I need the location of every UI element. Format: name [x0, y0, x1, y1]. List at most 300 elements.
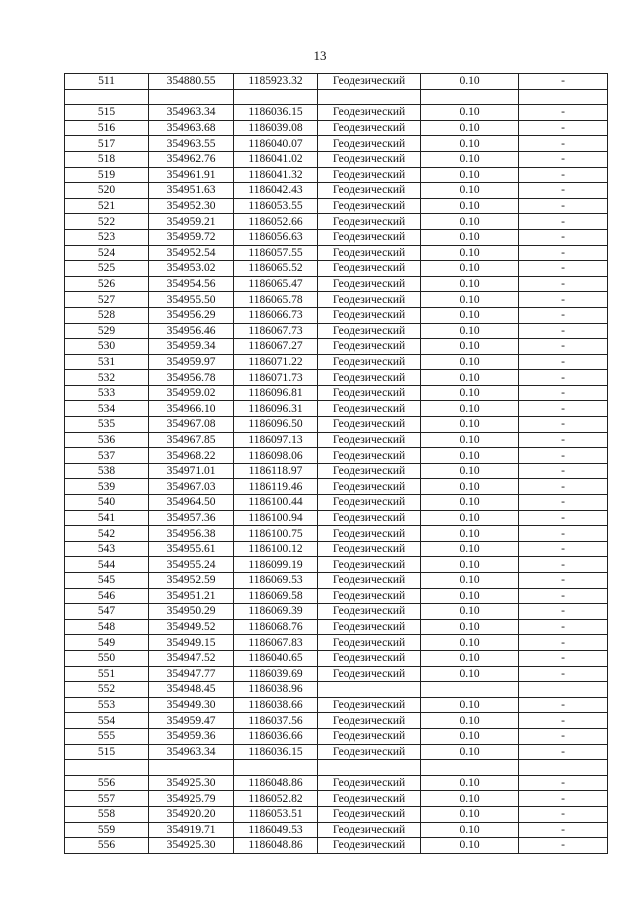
y-coordinate-cell: 1186048.86 — [234, 775, 318, 791]
x-coordinate-cell: 354956.29 — [149, 307, 234, 323]
note-cell: - — [519, 401, 608, 417]
method-cell: Геодезический — [318, 463, 421, 479]
method-cell: Геодезический — [318, 650, 421, 666]
point-number-cell: 551 — [65, 666, 149, 682]
accuracy-cell: 0.10 — [421, 151, 519, 167]
method-cell: Геодезический — [318, 370, 421, 386]
table-row — [65, 214, 608, 230]
point-number-cell: 552 — [65, 682, 149, 698]
method-cell: Геодезический — [318, 432, 421, 448]
point-number-cell: 555 — [65, 728, 149, 744]
accuracy-cell: 0.10 — [421, 276, 519, 292]
y-coordinate-cell: 1186056.63 — [234, 229, 318, 245]
accuracy-cell: 0.10 — [421, 245, 519, 261]
note-cell: - — [519, 510, 608, 526]
x-coordinate-cell: 354880.55 — [149, 74, 234, 90]
y-coordinate-cell: 1186065.52 — [234, 261, 318, 277]
table-row — [65, 604, 608, 620]
table-row — [65, 666, 608, 682]
y-coordinate-cell: 1186038.96 — [234, 682, 318, 698]
method-cell: Геодезический — [318, 105, 421, 121]
point-number-cell: 525 — [65, 261, 149, 277]
x-coordinate-cell: 354950.29 — [149, 604, 234, 620]
accuracy-cell: 0.10 — [421, 744, 519, 760]
accuracy-cell: 0.10 — [421, 541, 519, 557]
accuracy-cell: 0.10 — [421, 74, 519, 90]
point-number-cell: 559 — [65, 822, 149, 838]
method-cell: Геодезический — [318, 495, 421, 511]
table-row — [65, 526, 608, 542]
x-coordinate-cell — [149, 89, 234, 105]
note-cell: - — [519, 619, 608, 635]
accuracy-cell: 0.10 — [421, 526, 519, 542]
method-cell: Геодезический — [318, 822, 421, 838]
point-number-cell: 519 — [65, 167, 149, 183]
y-coordinate-cell: 1186100.12 — [234, 541, 318, 557]
note-cell — [519, 89, 608, 105]
accuracy-cell: 0.10 — [421, 229, 519, 245]
y-coordinate-cell: 1186053.55 — [234, 198, 318, 214]
note-cell: - — [519, 198, 608, 214]
y-coordinate-cell: 1186098.06 — [234, 448, 318, 464]
note-cell: - — [519, 713, 608, 729]
point-number-cell: 542 — [65, 526, 149, 542]
point-number-cell: 556 — [65, 775, 149, 791]
x-coordinate-cell: 354949.30 — [149, 697, 234, 713]
x-coordinate-cell: 354957.36 — [149, 510, 234, 526]
point-number-cell: 521 — [65, 198, 149, 214]
y-coordinate-cell: 1186037.56 — [234, 713, 318, 729]
x-coordinate-cell: 354963.68 — [149, 120, 234, 136]
x-coordinate-cell: 354919.71 — [149, 822, 234, 838]
accuracy-cell: 0.10 — [421, 198, 519, 214]
accuracy-cell: 0.10 — [421, 728, 519, 744]
x-coordinate-cell: 354956.78 — [149, 370, 234, 386]
method-cell: Геодезический — [318, 323, 421, 339]
accuracy-cell: 0.10 — [421, 557, 519, 573]
x-coordinate-cell: 354967.08 — [149, 417, 234, 433]
y-coordinate-cell: 1186067.83 — [234, 635, 318, 651]
y-coordinate-cell: 1186100.44 — [234, 495, 318, 511]
point-number-cell: 537 — [65, 448, 149, 464]
accuracy-cell: 0.10 — [421, 650, 519, 666]
note-cell: - — [519, 495, 608, 511]
accuracy-cell: 0.10 — [421, 401, 519, 417]
point-number-cell: 515 — [65, 744, 149, 760]
accuracy-cell: 0.10 — [421, 510, 519, 526]
note-cell: - — [519, 463, 608, 479]
table-row — [65, 541, 608, 557]
table-row — [65, 417, 608, 433]
note-cell: - — [519, 432, 608, 448]
point-number-cell: 547 — [65, 604, 149, 620]
point-number-cell: 557 — [65, 791, 149, 807]
method-cell: Геодезический — [318, 666, 421, 682]
method-cell: Геодезический — [318, 276, 421, 292]
note-cell: - — [519, 323, 608, 339]
x-coordinate-cell: 354963.34 — [149, 744, 234, 760]
table-row — [65, 151, 608, 167]
point-number-cell: 511 — [65, 74, 149, 90]
method-cell: Геодезический — [318, 120, 421, 136]
table-row — [65, 791, 608, 807]
point-number-cell — [65, 760, 149, 776]
method-cell — [318, 760, 421, 776]
note-cell: - — [519, 339, 608, 355]
point-number-cell: 554 — [65, 713, 149, 729]
x-coordinate-cell: 354959.21 — [149, 214, 234, 230]
y-coordinate-cell: 1186069.53 — [234, 573, 318, 589]
x-coordinate-cell: 354959.36 — [149, 728, 234, 744]
y-coordinate-cell: 1186067.27 — [234, 339, 318, 355]
point-number-cell: 531 — [65, 354, 149, 370]
accuracy-cell — [421, 89, 519, 105]
point-number-cell: 558 — [65, 806, 149, 822]
x-coordinate-cell — [149, 760, 234, 776]
note-cell: - — [519, 448, 608, 464]
table-row — [65, 838, 608, 854]
accuracy-cell: 0.10 — [421, 183, 519, 199]
method-cell: Геодезический — [318, 292, 421, 308]
note-cell: - — [519, 822, 608, 838]
x-coordinate-cell: 354953.02 — [149, 261, 234, 277]
y-coordinate-cell: 1186071.73 — [234, 370, 318, 386]
accuracy-cell: 0.10 — [421, 105, 519, 121]
y-coordinate-cell: 1186067.73 — [234, 323, 318, 339]
method-cell: Геодезический — [318, 573, 421, 589]
x-coordinate-cell: 354966.10 — [149, 401, 234, 417]
x-coordinate-cell: 354952.30 — [149, 198, 234, 214]
point-number-cell: 534 — [65, 401, 149, 417]
point-number-cell: 520 — [65, 183, 149, 199]
note-cell: - — [519, 791, 608, 807]
accuracy-cell: 0.10 — [421, 588, 519, 604]
method-cell: Геодезический — [318, 245, 421, 261]
note-cell: - — [519, 214, 608, 230]
table-row — [65, 775, 608, 791]
accuracy-cell: 0.10 — [421, 463, 519, 479]
point-number-cell: 530 — [65, 339, 149, 355]
accuracy-cell: 0.10 — [421, 261, 519, 277]
note-cell: - — [519, 354, 608, 370]
method-cell: Геодезический — [318, 401, 421, 417]
point-number-cell: 515 — [65, 105, 149, 121]
y-coordinate-cell: 1186041.02 — [234, 151, 318, 167]
x-coordinate-cell: 354959.34 — [149, 339, 234, 355]
y-coordinate-cell: 1186065.78 — [234, 292, 318, 308]
point-number-cell: 532 — [65, 370, 149, 386]
method-cell — [318, 89, 421, 105]
x-coordinate-cell: 354963.55 — [149, 136, 234, 152]
method-cell: Геодезический — [318, 74, 421, 90]
accuracy-cell: 0.10 — [421, 604, 519, 620]
y-coordinate-cell: 1186040.65 — [234, 650, 318, 666]
table-row — [65, 713, 608, 729]
y-coordinate-cell: 1186039.08 — [234, 120, 318, 136]
point-number-cell: 553 — [65, 697, 149, 713]
table-row — [65, 728, 608, 744]
x-coordinate-cell: 354952.59 — [149, 573, 234, 589]
method-cell: Геодезический — [318, 510, 421, 526]
note-cell: - — [519, 604, 608, 620]
note-cell: - — [519, 650, 608, 666]
note-cell: - — [519, 183, 608, 199]
y-coordinate-cell: 1186096.81 — [234, 385, 318, 401]
table-row — [65, 74, 608, 90]
method-cell: Геодезический — [318, 541, 421, 557]
x-coordinate-cell: 354954.56 — [149, 276, 234, 292]
x-coordinate-cell: 354925.79 — [149, 791, 234, 807]
x-coordinate-cell: 354920.20 — [149, 806, 234, 822]
x-coordinate-cell: 354955.61 — [149, 541, 234, 557]
point-number-cell: 546 — [65, 588, 149, 604]
method-cell: Геодезический — [318, 167, 421, 183]
x-coordinate-cell: 354955.24 — [149, 557, 234, 573]
y-coordinate-cell: 1186119.46 — [234, 479, 318, 495]
y-coordinate-cell: 1186052.66 — [234, 214, 318, 230]
note-cell: - — [519, 167, 608, 183]
method-cell: Геодезический — [318, 728, 421, 744]
x-coordinate-cell: 354964.50 — [149, 495, 234, 511]
note-cell — [519, 682, 608, 698]
y-coordinate-cell: 1186096.50 — [234, 417, 318, 433]
y-coordinate-cell: 1186052.82 — [234, 791, 318, 807]
table-row — [65, 573, 608, 589]
accuracy-cell: 0.10 — [421, 806, 519, 822]
table-row — [65, 198, 608, 214]
note-cell: - — [519, 557, 608, 573]
y-coordinate-cell: 1186053.51 — [234, 806, 318, 822]
table-row — [65, 183, 608, 199]
table-row — [65, 588, 608, 604]
point-number-cell: 539 — [65, 479, 149, 495]
y-coordinate-cell: 1186071.22 — [234, 354, 318, 370]
note-cell — [519, 760, 608, 776]
x-coordinate-cell: 354962.76 — [149, 151, 234, 167]
x-coordinate-cell: 354925.30 — [149, 775, 234, 791]
accuracy-cell: 0.10 — [421, 822, 519, 838]
point-number-cell: 535 — [65, 417, 149, 433]
table-row — [65, 635, 608, 651]
x-coordinate-cell: 354967.85 — [149, 432, 234, 448]
point-number-cell: 543 — [65, 541, 149, 557]
accuracy-cell: 0.10 — [421, 697, 519, 713]
note-cell: - — [519, 775, 608, 791]
method-cell: Геодезический — [318, 604, 421, 620]
table-row — [65, 370, 608, 386]
point-number-cell: 523 — [65, 229, 149, 245]
accuracy-cell: 0.10 — [421, 432, 519, 448]
method-cell: Геодезический — [318, 619, 421, 635]
x-coordinate-cell: 354947.52 — [149, 650, 234, 666]
accuracy-cell — [421, 760, 519, 776]
point-number-cell: 516 — [65, 120, 149, 136]
x-coordinate-cell: 354947.77 — [149, 666, 234, 682]
method-cell: Геодезический — [318, 214, 421, 230]
point-number-cell — [65, 89, 149, 105]
note-cell: - — [519, 806, 608, 822]
note-cell: - — [519, 635, 608, 651]
note-cell: - — [519, 307, 608, 323]
page-number: 13 — [313, 48, 327, 63]
table-row — [65, 245, 608, 261]
point-number-cell: 524 — [65, 245, 149, 261]
table-row — [65, 760, 608, 776]
table-row — [65, 261, 608, 277]
note-cell: - — [519, 245, 608, 261]
method-cell: Геодезический — [318, 775, 421, 791]
point-number-cell: 538 — [65, 463, 149, 479]
note-cell: - — [519, 229, 608, 245]
table-row — [65, 650, 608, 666]
note-cell: - — [519, 479, 608, 495]
accuracy-cell: 0.10 — [421, 292, 519, 308]
note-cell: - — [519, 151, 608, 167]
method-cell: Геодезический — [318, 791, 421, 807]
accuracy-cell: 0.10 — [421, 666, 519, 682]
x-coordinate-cell: 354951.63 — [149, 183, 234, 199]
y-coordinate-cell: 1186069.58 — [234, 588, 318, 604]
coordinates-table — [64, 73, 608, 854]
y-coordinate-cell: 1186039.69 — [234, 666, 318, 682]
point-number-cell: 522 — [65, 214, 149, 230]
table-row — [65, 697, 608, 713]
accuracy-cell: 0.10 — [421, 339, 519, 355]
note-cell: - — [519, 370, 608, 386]
point-number-cell: 549 — [65, 635, 149, 651]
x-coordinate-cell: 354948.45 — [149, 682, 234, 698]
accuracy-cell: 0.10 — [421, 323, 519, 339]
y-coordinate-cell: 1186041.32 — [234, 167, 318, 183]
point-number-cell: 533 — [65, 385, 149, 401]
point-number-cell: 528 — [65, 307, 149, 323]
method-cell: Геодезический — [318, 229, 421, 245]
method-cell: Геодезический — [318, 806, 421, 822]
note-cell: - — [519, 105, 608, 121]
coordinates-table-body — [65, 74, 608, 854]
table-row — [65, 448, 608, 464]
table-row — [65, 229, 608, 245]
method-cell: Геодезический — [318, 479, 421, 495]
note-cell: - — [519, 541, 608, 557]
table-row — [65, 136, 608, 152]
method-cell: Геодезический — [318, 697, 421, 713]
y-coordinate-cell: 1186096.31 — [234, 401, 318, 417]
point-number-cell: 529 — [65, 323, 149, 339]
accuracy-cell: 0.10 — [421, 370, 519, 386]
note-cell: - — [519, 261, 608, 277]
table-row — [65, 89, 608, 105]
x-coordinate-cell: 354949.15 — [149, 635, 234, 651]
point-number-cell: 548 — [65, 619, 149, 635]
accuracy-cell: 0.10 — [421, 136, 519, 152]
point-number-cell: 518 — [65, 151, 149, 167]
table-row — [65, 510, 608, 526]
y-coordinate-cell: 1186057.55 — [234, 245, 318, 261]
accuracy-cell: 0.10 — [421, 838, 519, 854]
point-number-cell: 541 — [65, 510, 149, 526]
accuracy-cell: 0.10 — [421, 573, 519, 589]
table-row — [65, 120, 608, 136]
table-row — [65, 401, 608, 417]
table-row — [65, 307, 608, 323]
y-coordinate-cell: 1186066.73 — [234, 307, 318, 323]
y-coordinate-cell: 1186099.19 — [234, 557, 318, 573]
y-coordinate-cell: 1186065.47 — [234, 276, 318, 292]
table-row — [65, 339, 608, 355]
accuracy-cell: 0.10 — [421, 495, 519, 511]
x-coordinate-cell: 354951.21 — [149, 588, 234, 604]
method-cell: Геодезический — [318, 448, 421, 464]
note-cell: - — [519, 573, 608, 589]
point-number-cell: 526 — [65, 276, 149, 292]
point-number-cell: 517 — [65, 136, 149, 152]
point-number-cell: 536 — [65, 432, 149, 448]
y-coordinate-cell: 1186068.76 — [234, 619, 318, 635]
y-coordinate-cell: 1186097.13 — [234, 432, 318, 448]
table-row — [65, 323, 608, 339]
y-coordinate-cell: 1186048.86 — [234, 838, 318, 854]
table-row — [65, 105, 608, 121]
note-cell: - — [519, 666, 608, 682]
method-cell: Геодезический — [318, 417, 421, 433]
note-cell: - — [519, 385, 608, 401]
point-number-cell: 550 — [65, 650, 149, 666]
note-cell: - — [519, 417, 608, 433]
table-row — [65, 806, 608, 822]
accuracy-cell: 0.10 — [421, 120, 519, 136]
x-coordinate-cell: 354959.47 — [149, 713, 234, 729]
table-row — [65, 432, 608, 448]
table-row — [65, 619, 608, 635]
table-row — [65, 463, 608, 479]
accuracy-cell: 0.10 — [421, 354, 519, 370]
accuracy-cell: 0.10 — [421, 385, 519, 401]
point-number-cell: 540 — [65, 495, 149, 511]
table-row — [65, 822, 608, 838]
table-row — [65, 682, 608, 698]
note-cell: - — [519, 697, 608, 713]
table-row — [65, 557, 608, 573]
note-cell: - — [519, 292, 608, 308]
x-coordinate-cell: 354956.38 — [149, 526, 234, 542]
accuracy-cell: 0.10 — [421, 791, 519, 807]
method-cell: Геодезический — [318, 713, 421, 729]
table-row — [65, 744, 608, 760]
table-row — [65, 167, 608, 183]
y-coordinate-cell — [234, 89, 318, 105]
accuracy-cell: 0.10 — [421, 307, 519, 323]
accuracy-cell: 0.10 — [421, 448, 519, 464]
method-cell: Геодезический — [318, 198, 421, 214]
accuracy-cell: 0.10 — [421, 479, 519, 495]
y-coordinate-cell: 1186040.07 — [234, 136, 318, 152]
x-coordinate-cell: 354925.30 — [149, 838, 234, 854]
table-row — [65, 276, 608, 292]
table-row — [65, 354, 608, 370]
y-coordinate-cell: 1186049.53 — [234, 822, 318, 838]
y-coordinate-cell: 1186036.66 — [234, 728, 318, 744]
note-cell: - — [519, 838, 608, 854]
note-cell: - — [519, 276, 608, 292]
table-row — [65, 385, 608, 401]
accuracy-cell: 0.10 — [421, 417, 519, 433]
note-cell: - — [519, 588, 608, 604]
y-coordinate-cell: 1186118.97 — [234, 463, 318, 479]
table-row — [65, 479, 608, 495]
x-coordinate-cell: 354968.22 — [149, 448, 234, 464]
x-coordinate-cell: 354955.50 — [149, 292, 234, 308]
